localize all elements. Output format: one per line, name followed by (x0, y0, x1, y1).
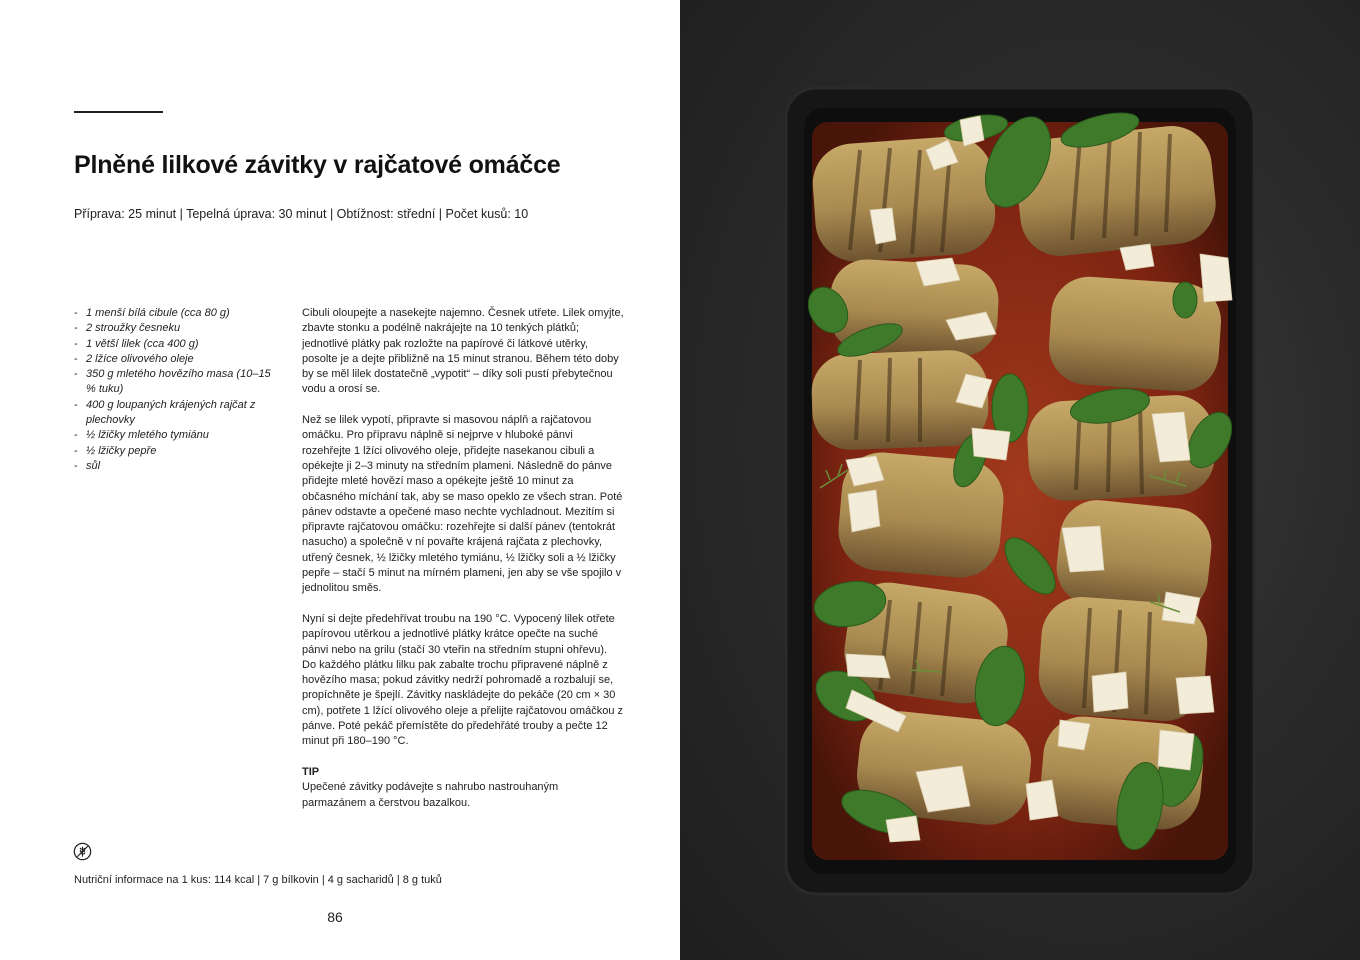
recipe-meta: Příprava: 25 minut | Tepelná úprava: 30 minut | Obtížnost: střední | Počet kusů: 10 (74, 207, 529, 221)
ingredient-item: - 2 lžíce olivového oleje (74, 352, 274, 367)
method-paragraph: Než se lilek vypotí, připravte si masovou náplň a rajčatovou omáčku. Pro přípravu náplně si nejprve v hluboké pánvi rozehřejte 1 lžíci olivového oleje, přidejte nasekanou cibuli a opékejte ji 2–3 minuty na středním plameni. Následně do pánve přidejte mleté hovězí maso a opékejte ještě 10 minut za občasného míchání tak, aby se maso opeklo ze všech stran. Poté pánev odstavte a opečené maso nechte vychladnout. Mezitím si připravte rajčatovou omáčku: rozehřejte si další pánev (tentokrát nasucho) a společně v ní povařte krájená rajčata z plechovky, utřený česnek, ½ lžičky mletého tymiánu, ½ lžičky soli a ½ lžičky pepře – stačí 5 minut na mírném plameni, jen aby se vše spojilo v jednolitou směs. (302, 414, 623, 595)
page-number: 86 (327, 909, 343, 925)
tip-label: TIP (302, 765, 320, 778)
ingredient-item: - 400 g loupaných krájených rajčat z plechovky (74, 398, 274, 429)
method-paragraph: Nyní si dejte předehřívat troubu na 190 °C. Vypocený lilek otřete papírovou utěrkou a jednotlivé plátky krátce opečte na suché pánvi nebo na grilu (stačí 30 vteřin na středním stupni ohřevu). Do každého plátku lilku pak zabalte trochu připravené náplně z hovězího masa; pokud závitky nedrží pohromadě a rozbalují se, propíchněte je špejlí. Závitky naskládejte do pekáče (20 cm × 30 cm), potřete 1 lžící olivového oleje a přelijte rajčatovou omáčkou z pánve. Poté pekáč přemístěte do předehřáté trouby a pečte 12 minut při 180–190 °C. (302, 612, 623, 748)
nutrition-info: Nutriční informace na 1 kus: 114 kcal | 7 g bílkovin | 4 g sacharidů | 8 g tuků (74, 874, 442, 886)
ingredient-item: - 350 g mletého hovězího masa (10–15 % tuku) (74, 367, 274, 398)
method-text (302, 306, 624, 811)
method-paragraph: Cibuli oloupejte a nasekejte najemno. Česnek utřete. Lilek omyjte, zbavte stonku a podélně nakrájejte na 10 tenkých plátků; jednotlivé plátky pak rozložte na papírové či látkové utěrky, posolte je a dejte přibližně na 15 minut stranou. Během této doby by se měl lilek dostatečně „vypotit“ – díky soli pustí přebytečnou vodu a orosí se. (302, 307, 624, 396)
ingredients-list (74, 306, 274, 474)
ingredient-item: - sůl (74, 459, 274, 474)
eggplant-rolls-photo (680, 0, 1360, 960)
ingredient-item: - 1 menší bílá cibule (cca 80 g) (74, 306, 274, 321)
tip-text: Upečené závitky podávejte s nahrubo nastrouhaným parmazánem a čerstvou bazalkou. (302, 781, 559, 809)
ingredient-item: - ½ lžičky pepře (74, 444, 274, 459)
gluten-free-icon (73, 842, 92, 861)
ingredient-item: - 2 stroužky česneku (74, 321, 274, 336)
ingredient-item: - ½ lžičky mletého tymiánu (74, 428, 274, 443)
recipe-title: Plněné lilkové závitky v rajčatové omáčce (74, 151, 561, 179)
ingredient-item: - 1 větší lilek (cca 400 g) (74, 337, 274, 352)
food-photo (680, 0, 1360, 960)
title-rule (74, 111, 163, 113)
